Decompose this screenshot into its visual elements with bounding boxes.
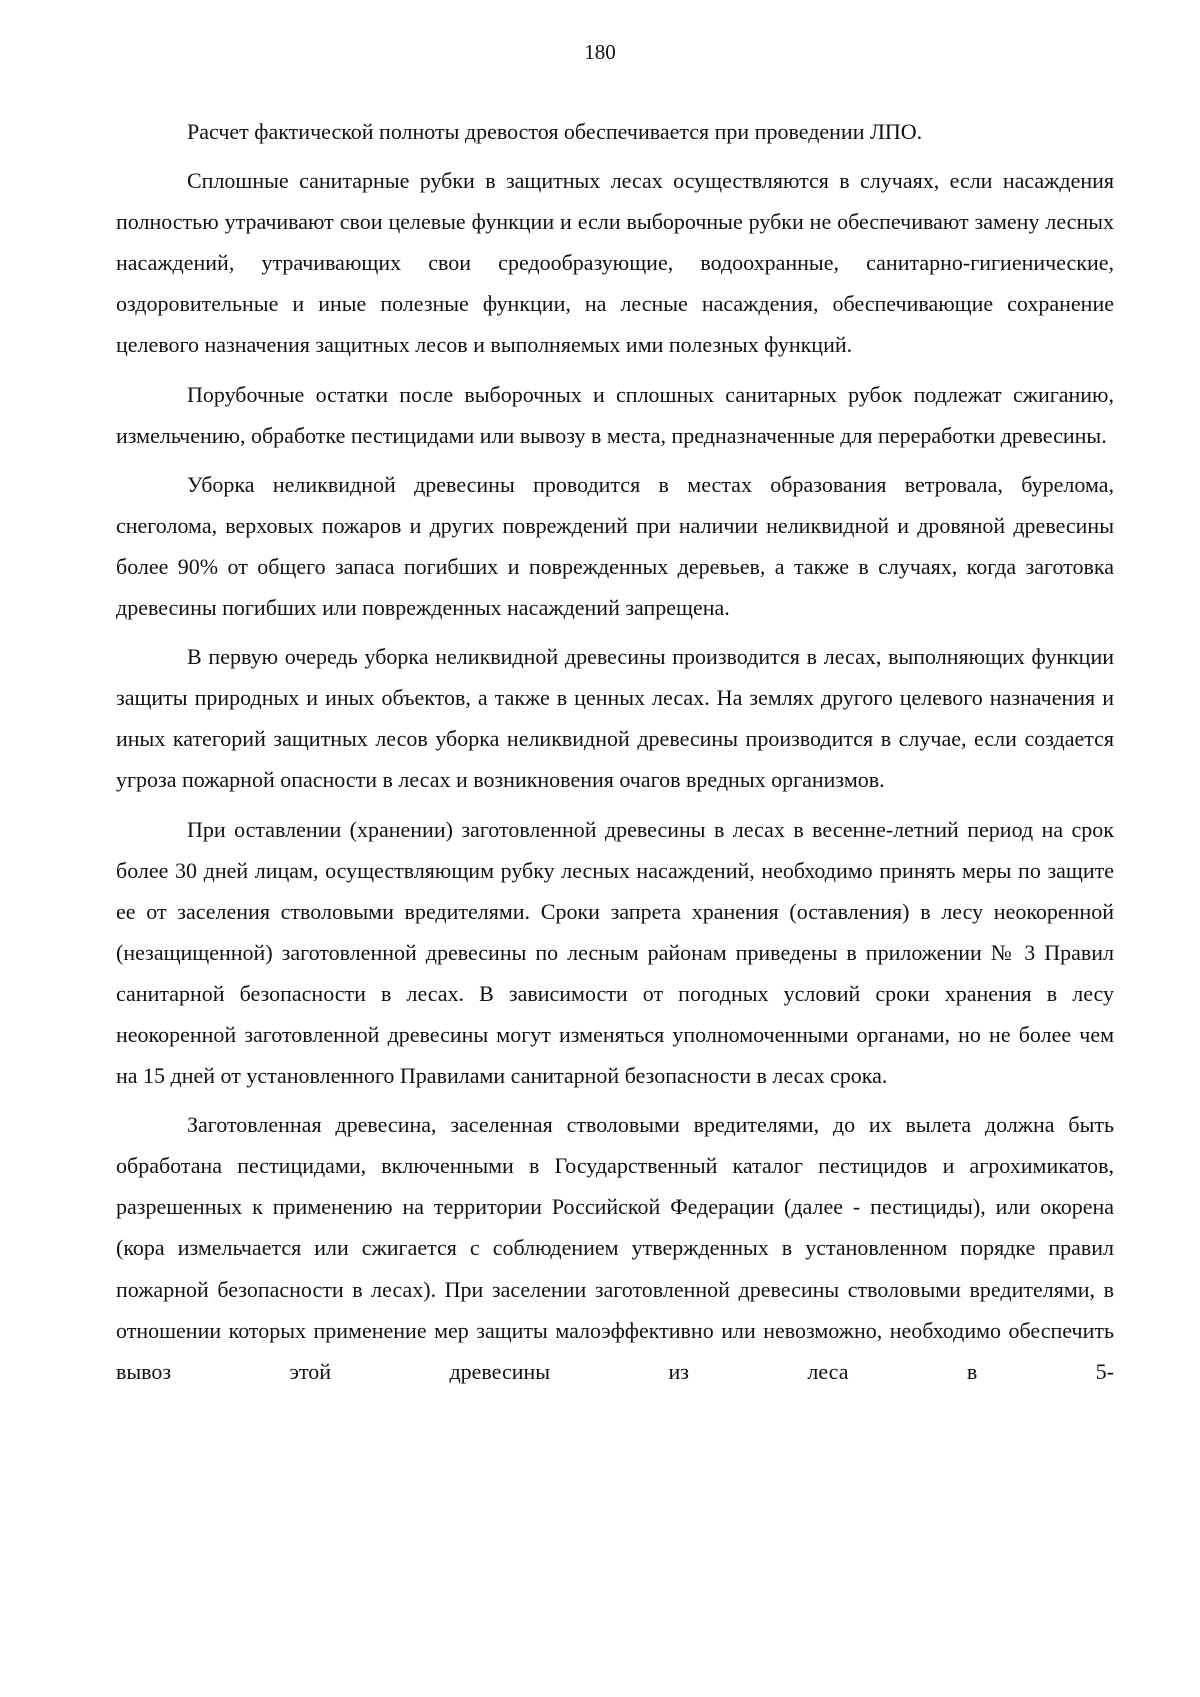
paragraph-7: Заготовленная древесина, заселенная стволовыми вредителями, до их вылета должна быть обработана пестицидами, включенными в Государственный каталог пестицидов и агрохимикатов, разрешенных к применению на территории Российской Федерации (далее - пестициды), или окорена (кора измельчается или сжигается с соблюдением утвержденных в установленном порядке правил пожарной безопасности в лесах). При заселении заготовленной древесины стволовыми вредителями, в отношении которых применение мер защиты малоэффективно или невозможно, необходимо обеспечить вывоз этой древесины из леса в 5- bbox=[116, 1112, 1114, 1384]
paragraph-5: В первую очередь уборка неликвидной древесины производится в лесах, выполняющих функции защиты природных и иных объектов, а также в ценных лесах. На землях другого целевого назначения и иных категорий защитных лесов уборка неликвидной древесины производится в случае, если создается угроза пожарной опасности в лесах и возникновения очагов вредных организмов. bbox=[116, 644, 1114, 793]
paragraph-1: Расчет фактической полноты древостоя обеспечивается при проведении ЛПО. bbox=[187, 119, 923, 144]
paragraph-2: Сплошные санитарные рубки в защитных лесах осуществляются в случаях, если насаждения полностью утрачивают свои целевые функции и если выборочные рубки не обеспечивают замену лесных насаждений, утрачивающих свои средообразующие, водоохранные, санитарно-гигиенические, оздоровительные и иные полезные функции, на лесные насаждения, обеспечивающие сохранение целевого назначения защитных лесов и выполняемых ими полезных функций. bbox=[116, 168, 1114, 358]
document-body bbox=[116, 111, 1114, 1400]
paragraph-4: Уборка неликвидной древесины проводится в местах образования ветровала, бурелома, снеголома, верховых пожаров и других повреждений при наличии неликвидной и дровяной древесины более 90% от общего запаса погибших и поврежденных деревьев, а также в случаях, когда заготовка древесины погибших или поврежденных насаждений запрещена. bbox=[116, 471, 1114, 621]
page-number: 180 bbox=[584, 40, 616, 64]
paragraph-3: Порубочные остатки после выборочных и сплошных санитарных рубок подлежат сжиганию, измельчению, обработке пестицидами или вывозу в места, предназначенные для переработки древесины. bbox=[116, 381, 1114, 448]
paragraph-6: При оставлении (хранении) заготовленной древесины в лесах в весенне-летний период на срок более 30 дней лицам, осуществляющим рубку лесных насаждений, необходимо принять меры по защите ее от заселения стволовыми вредителями. Сроки запрета хранения (оставления) в лесу неокоренной (незащищенной) заготовленной древесины по лесным районам приведены в приложении № 3 Правил санитарной безопасности в лесах. В зависимости от погодных условий сроки хранения в лесу неокоренной заготовленной древесины могут изменяться уполномоченными органами, но не более чем на 15 дней от установленного Правилами санитарной безопасности в лесах срока. bbox=[116, 816, 1114, 1089]
